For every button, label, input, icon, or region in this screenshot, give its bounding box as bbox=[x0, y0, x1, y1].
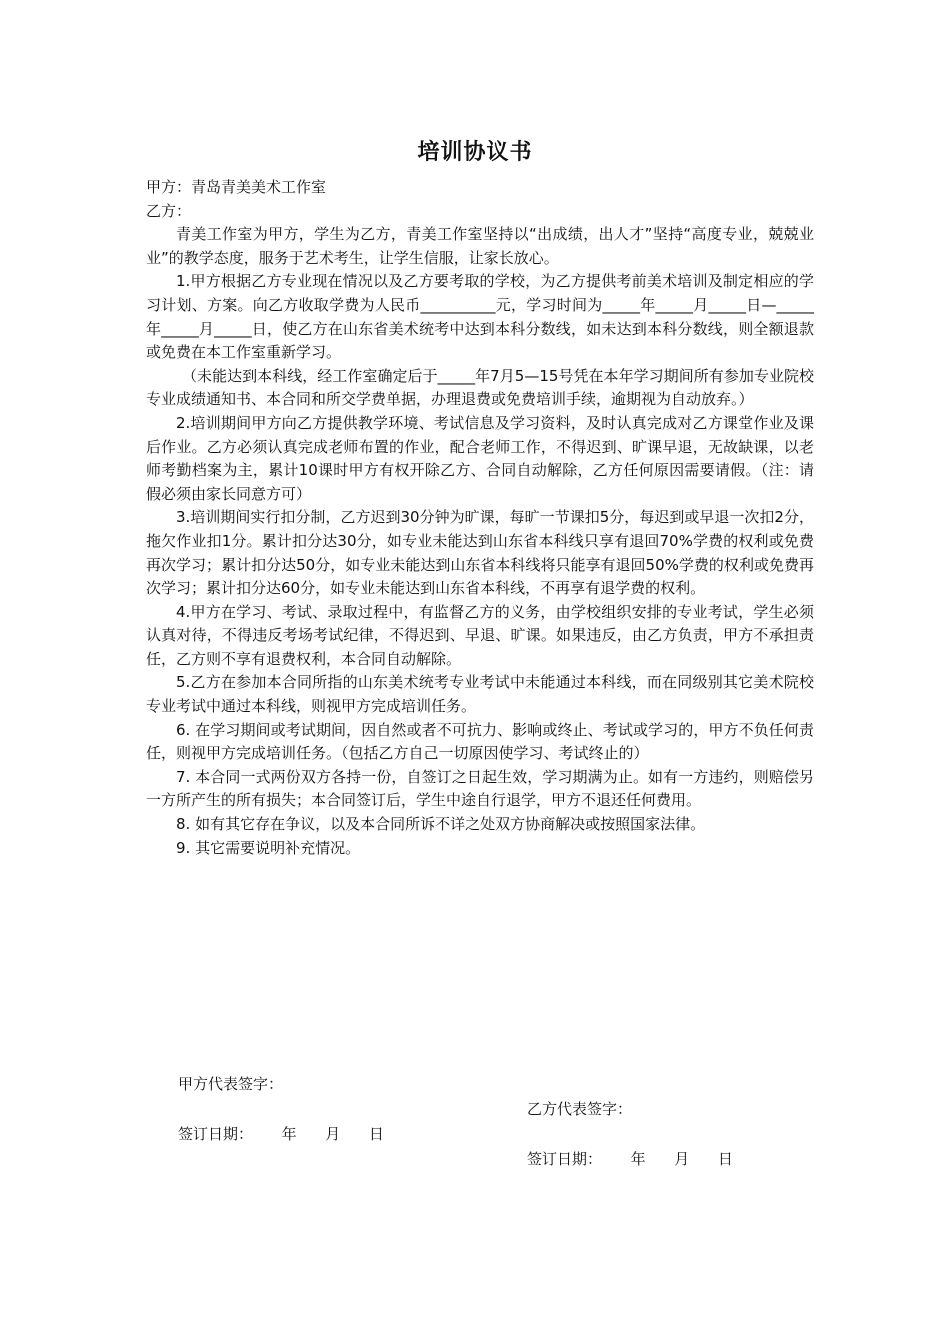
clause-3: 3.培训期间实行扣分制，乙方迟到30分钟为旷课，每旷一节课扣5分，每迟到或早退一次扣2分，拖欠作业扣1分。累计扣分达30分，如专业未能达到山东省本科线只享有退回70%学费的权利或免费再次学习；累计扣分达50分，如专业未能达到山东省本科线将只能享有退回50%学费的权利或免费再次学习；累计扣分达60分，如专业未能达到山东省本科线，不再享有退学费的权利。 bbox=[146, 508, 814, 598]
clause-9: 9. 其它需要说明补充情况。 bbox=[176, 838, 361, 857]
document-title: 培训协议书 bbox=[417, 140, 533, 165]
clause-7: 7. 本合同一式两份双方各持一份，自签订之日起生效，学习期满为止。如有一方违约，则赔偿另一方所产生的所有损失；本合同签订后，学生中途自行退学，甲方不退还任何费用。 bbox=[146, 767, 814, 810]
party-a-signature-label: 甲方代表签字： bbox=[178, 1075, 284, 1093]
clause-1: 1.甲方根据乙方专业现在情况以及乙方要考取的学校，为乙方提供考前美术培训及制定相应的学习计划、方案。向乙方收取学费为人民币__________元，学习时间为_____年_____月_____日—_____年_____月_____日，使乙方在山东省美术统考中达到本科分数线，如未达到本科分数线，则全额退款或免费在本工作室重新学习。 bbox=[146, 272, 814, 362]
clause-8: 8. 如有其它存在争议，以及本合同所诉不详之处双方协商解决或按照国家法律。 bbox=[176, 815, 706, 834]
party-b-date-label: 签订日期： 年 月 日 bbox=[527, 1150, 733, 1168]
party-a-date-label: 签订日期： 年 月 日 bbox=[178, 1125, 384, 1143]
party-b-line: 乙方： bbox=[146, 201, 192, 220]
document-body bbox=[146, 176, 814, 860]
clause-5: 5.乙方在参加本合同所指的山东美术统考专业考试中未能通过本科线，而在同级别其它美术院校专业考试中通过本科线，则视甲方完成培训任务。 bbox=[146, 673, 814, 716]
clause-1-note: （未能达到本科线，经工作室确定后于_____年7月5—15号凭在本年学习期间所有参加专业院校专业成绩通知书、本合同和所交学费单据，办理退费或免费培训手续，逾期视为自动放弃。） bbox=[146, 366, 814, 409]
party-a-line: 甲方：青岛青美美术工作室 bbox=[146, 178, 327, 196]
clause-6: 6. 在学习期间或考试期间，因自然或者不可抗力、影响或终止、考试或学习的，甲方不负任何责任，则视甲方完成培训任务。（包括乙方自己一切原因使学习、考试终止的） bbox=[146, 720, 814, 763]
clause-2: 2.培训期间甲方向乙方提供教学环境、考试信息及学习资料，及时认真完成对乙方课堂作业及课后作业。乙方必须认真完成老师布置的作业，配合老师工作，不得迟到、旷课早退，无故缺课，以老师考勤档案为主，累计10课时甲方有权开除乙方、合同自动解除，乙方任何原因需要请假。（注：请假必须由家长同意方可） bbox=[146, 413, 814, 503]
clause-4: 4.甲方在学习、考试、录取过程中，有监督乙方的义务，由学校组织安排的专业考试，学生必须认真对待，不得违反考场考试纪律，不得迟到、早退、旷课。如果违反，由乙方负责，甲方不承担责任，乙方则不享有退费权利，本合同自动解除。 bbox=[146, 602, 814, 668]
intro-paragraph: 青美工作室为甲方，学生为乙方，青美工作室坚持以“出成绩，出人才”坚持“高度专业，兢兢业业”的教学态度，服务于艺术考生，让学生信服，让家长放心。 bbox=[146, 225, 814, 267]
party-b-signature-label: 乙方代表签字： bbox=[527, 1100, 633, 1118]
